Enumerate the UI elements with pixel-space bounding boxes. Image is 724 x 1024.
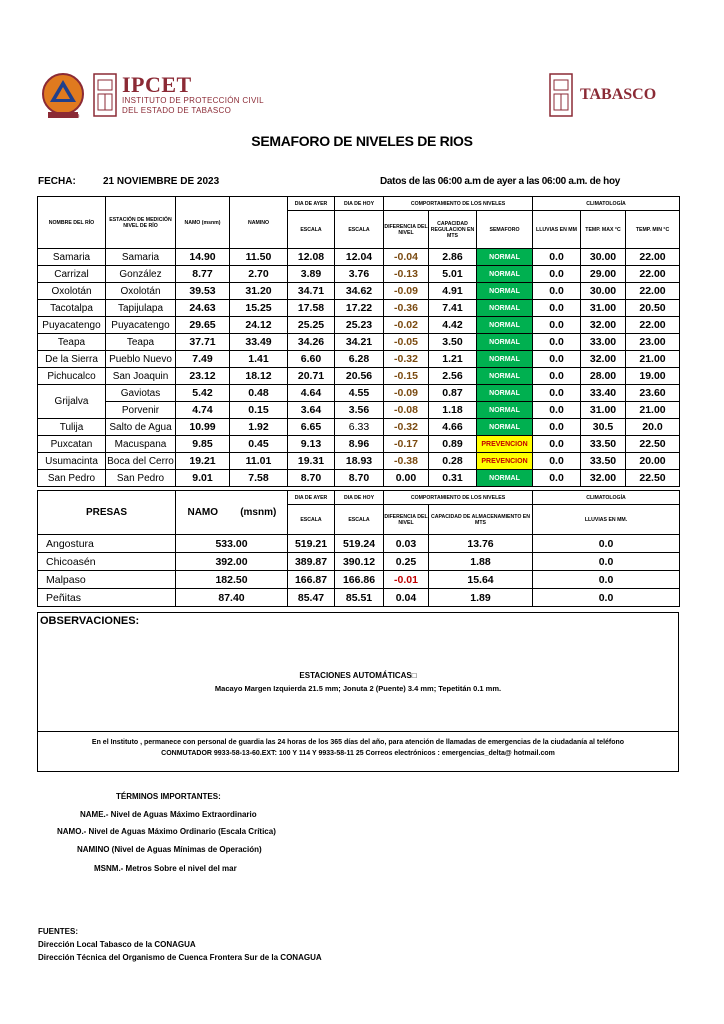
river-rows [38, 249, 680, 487]
escala-ayer-value: 4.64 [288, 385, 335, 402]
river-name: Teapa [38, 334, 106, 351]
lluvias-value: 0.0 [533, 317, 581, 334]
capacidad-value: 4.66 [429, 419, 477, 436]
escala-hoy-value: 3.76 [335, 266, 384, 283]
header-tmin: TEMP. MIN °C [626, 211, 680, 249]
semaforo-badge: NORMAL [477, 419, 533, 436]
namino-value: 0.45 [230, 436, 288, 453]
dam-rows [38, 535, 680, 607]
capacidad-value: 5.01 [429, 266, 477, 283]
namo-value: 5.42 [176, 385, 230, 402]
dam-escala-ayer-value: 519.21 [288, 535, 335, 553]
contact-box [37, 730, 679, 772]
header-dam-comportamiento: COMPORTAMIENTO DE LOS NIVELES [384, 491, 533, 505]
escala-hoy-value: 8.70 [335, 470, 384, 487]
dam-escala-hoy-value: 519.24 [335, 535, 384, 553]
namino-value: 24.12 [230, 317, 288, 334]
dam-name: Peñitas [38, 589, 176, 607]
lluvias-value: 0.0 [533, 249, 581, 266]
escala-hoy-value: 18.93 [335, 453, 384, 470]
tmax-value: 30.5 [581, 419, 626, 436]
header-presas: PRESAS [38, 491, 176, 535]
dams-table [37, 490, 680, 607]
dam-diferencia-value: 0.04 [384, 589, 429, 607]
escala-ayer-value: 20.71 [288, 368, 335, 385]
capacidad-value: 4.91 [429, 283, 477, 300]
lluvias-value: 0.0 [533, 351, 581, 368]
semaforo-badge: NORMAL [477, 317, 533, 334]
namino-value: 31.20 [230, 283, 288, 300]
diferencia-value: -0.08 [384, 402, 429, 419]
dam-lluvias-value: 0.0 [533, 535, 680, 553]
table-row [38, 589, 680, 607]
capacidad-value: 0.31 [429, 470, 477, 487]
dam-capacidad-value: 1.88 [429, 553, 533, 571]
diferencia-value: -0.38 [384, 453, 429, 470]
header-escala-ayer: ESCALA [288, 211, 335, 249]
lluvias-value: 0.0 [533, 266, 581, 283]
dam-capacidad-value: 13.76 [429, 535, 533, 553]
table-row [38, 553, 680, 571]
header-dam-dia-hoy: DIA DE HOY [335, 491, 384, 505]
dam-namo-value: 392.00 [176, 553, 288, 571]
header-dam-dia-ayer: DIA DE AYER [288, 491, 335, 505]
station-name: Salto de Agua [106, 419, 176, 436]
header-escala-hoy: ESCALA [335, 211, 384, 249]
river-name: De la Sierra [38, 351, 106, 368]
escala-hoy-value: 34.62 [335, 283, 384, 300]
diferencia-value: -0.02 [384, 317, 429, 334]
dam-lluvias-value: 0.0 [533, 553, 680, 571]
capacidad-value: 7.41 [429, 300, 477, 317]
diferencia-value: -0.36 [384, 300, 429, 317]
station-name: Gaviotas [106, 385, 176, 402]
lluvias-value: 0.0 [533, 368, 581, 385]
dam-escala-hoy-value: 166.86 [335, 571, 384, 589]
table-row [38, 571, 680, 589]
escala-ayer-value: 17.58 [288, 300, 335, 317]
escala-hoy-value: 25.23 [335, 317, 384, 334]
dam-name: Angostura [38, 535, 176, 553]
table-row [38, 266, 680, 283]
table-row [38, 535, 680, 553]
diferencia-value: -0.09 [384, 283, 429, 300]
protection-civil-shield-logo [38, 72, 88, 120]
tmax-value: 33.00 [581, 334, 626, 351]
semaforo-badge: NORMAL [477, 334, 533, 351]
header-dam-lluvias: LLUVIAS EN MM. [533, 505, 680, 535]
observaciones-box [37, 612, 679, 732]
dam-escala-hoy-value: 85.51 [335, 589, 384, 607]
river-name: Puxcatan [38, 436, 106, 453]
semaforo-badge: NORMAL [477, 300, 533, 317]
lluvias-value: 0.0 [533, 470, 581, 487]
tmax-value: 28.00 [581, 368, 626, 385]
dam-diferencia-value: 0.03 [384, 535, 429, 553]
fuente-2: Dirección Técnica del Organismo de Cuenca Frontera Sur de la CONAGUA [38, 953, 322, 962]
escala-hoy-value: 8.96 [335, 436, 384, 453]
tmax-value: 30.00 [581, 249, 626, 266]
capacidad-value: 0.87 [429, 385, 477, 402]
escala-ayer-value: 34.26 [288, 334, 335, 351]
table-row [38, 300, 680, 317]
capacidad-value: 0.89 [429, 436, 477, 453]
contact-line2: CONMUTADOR 9933-58-13-60.EXT: 100 Y 114 Y 9933-58-11 25 Correos electrónicos : emergencias_delta@ hotmail.com [161, 750, 555, 757]
table-row [38, 419, 680, 436]
escala-ayer-value: 9.13 [288, 436, 335, 453]
tmax-value: 32.00 [581, 470, 626, 487]
capacidad-value: 4.42 [429, 317, 477, 334]
river-name: Grijalva [38, 385, 106, 419]
observaciones-subtitle: ESTACIONES AUTOMÁTICAS□ [299, 671, 417, 680]
namo-value: 4.74 [176, 402, 230, 419]
semaforo-badge: NORMAL [477, 283, 533, 300]
namo-value: 7.49 [176, 351, 230, 368]
table-row [38, 385, 680, 402]
dam-lluvias-value: 0.0 [533, 589, 680, 607]
tmax-value: 33.40 [581, 385, 626, 402]
semaforo-badge: NORMAL [477, 368, 533, 385]
tmin-value: 22.00 [626, 283, 680, 300]
escala-hoy-value: 3.56 [335, 402, 384, 419]
escala-hoy-value: 6.28 [335, 351, 384, 368]
semaforo-badge: NORMAL [477, 351, 533, 368]
river-name: Usumacinta [38, 453, 106, 470]
river-name: Samaria [38, 249, 106, 266]
fecha-value: 21 NOVIEMBRE DE 2023 [103, 176, 220, 187]
namino-value: 0.48 [230, 385, 288, 402]
river-name: Tulija [38, 419, 106, 436]
dam-escala-ayer-value: 85.47 [288, 589, 335, 607]
tmax-value: 32.00 [581, 317, 626, 334]
namino-value: 0.15 [230, 402, 288, 419]
escala-ayer-value: 12.08 [288, 249, 335, 266]
escala-ayer-value: 3.89 [288, 266, 335, 283]
semaforo-badge: NORMAL [477, 385, 533, 402]
diferencia-value: -0.32 [384, 351, 429, 368]
state-crest-icon [548, 72, 574, 118]
namino-value: 11.50 [230, 249, 288, 266]
tmin-value: 20.00 [626, 453, 680, 470]
dam-namo-value: 87.40 [176, 589, 288, 607]
escala-ayer-value: 8.70 [288, 470, 335, 487]
header-dam-msnm: (msnm) [230, 491, 288, 535]
semaforo-badge: PREVENCION [477, 453, 533, 470]
tmax-value: 31.00 [581, 402, 626, 419]
river-name: Puyacatengo [38, 317, 106, 334]
tmax-value: 30.00 [581, 283, 626, 300]
fecha-label: FECHA: [38, 176, 76, 187]
capacidad-value: 0.28 [429, 453, 477, 470]
namino-value: 18.12 [230, 368, 288, 385]
tmin-value: 22.50 [626, 436, 680, 453]
state-name: TABASCO [580, 86, 657, 103]
namo-value: 29.65 [176, 317, 230, 334]
header-dam-escala-ayer: ESCALA [288, 505, 335, 535]
namo-value: 9.85 [176, 436, 230, 453]
lluvias-value: 0.0 [533, 334, 581, 351]
river-name: Pichucalco [38, 368, 106, 385]
namino-value: 1.41 [230, 351, 288, 368]
header-dam-escala-hoy: ESCALA [335, 505, 384, 535]
tabasco-crest-icon [92, 72, 118, 118]
rivers-table [37, 196, 680, 487]
namo-value: 9.01 [176, 470, 230, 487]
namino-value: 15.25 [230, 300, 288, 317]
lluvias-value: 0.0 [533, 300, 581, 317]
header-namo: NAMO (msnm) [176, 197, 230, 249]
dam-diferencia-value: 0.25 [384, 553, 429, 571]
namo-value: 14.90 [176, 249, 230, 266]
table-row [38, 283, 680, 300]
namo-value: 23.12 [176, 368, 230, 385]
escala-ayer-value: 3.64 [288, 402, 335, 419]
org-sub1: INSTITUTO DE PROTECCIÓN CIVIL [122, 96, 264, 105]
table-row [38, 453, 680, 470]
table-row [38, 368, 680, 385]
station-name: Oxolotán [106, 283, 176, 300]
tmax-value: 31.00 [581, 300, 626, 317]
river-name: Tacotalpa [38, 300, 106, 317]
header-dam-climatologia: CLIMATOLOGÍA [533, 491, 680, 505]
namino-value: 11.01 [230, 453, 288, 470]
escala-hoy-value: 17.22 [335, 300, 384, 317]
tmin-value: 23.60 [626, 385, 680, 402]
shield-caption: TABASCO [55, 114, 80, 120]
diferencia-value: 0.00 [384, 470, 429, 487]
semaforo-badge: PREVENCION [477, 436, 533, 453]
lluvias-value: 0.0 [533, 419, 581, 436]
namino-value: 1.92 [230, 419, 288, 436]
river-name: San Pedro [38, 470, 106, 487]
dam-name: Chicoasén [38, 553, 176, 571]
header-dam-namo: NAMO [176, 491, 230, 535]
escala-ayer-value: 6.60 [288, 351, 335, 368]
capacidad-value: 1.21 [429, 351, 477, 368]
dam-namo-value: 533.00 [176, 535, 288, 553]
dam-namo-value: 182.50 [176, 571, 288, 589]
table-row [38, 334, 680, 351]
header-capacidad: CAPACIDAD REGULACION EN MTS [429, 211, 477, 249]
header-dam-capacidad: CAPACIDAD DE ALMACENAMIENTO EN MTS [429, 505, 533, 535]
header-climatologia: CLIMATOLOGÍA [533, 197, 680, 211]
station-name: Porvenir [106, 402, 176, 419]
capacidad-value: 2.86 [429, 249, 477, 266]
tmin-value: 19.00 [626, 368, 680, 385]
tmax-value: 33.50 [581, 436, 626, 453]
tmin-value: 22.50 [626, 470, 680, 487]
dam-escala-hoy-value: 390.12 [335, 553, 384, 571]
tmin-value: 20.0 [626, 419, 680, 436]
diferencia-value: -0.09 [384, 385, 429, 402]
station-name: Macuspana [106, 436, 176, 453]
dam-diferencia-value: -0.01 [384, 571, 429, 589]
table-row [38, 470, 680, 487]
namino-value: 2.70 [230, 266, 288, 283]
capacidad-value: 2.56 [429, 368, 477, 385]
tmin-value: 21.00 [626, 351, 680, 368]
river-name: Carrizal [38, 266, 106, 283]
header-dia-ayer: DIA DE AYER [288, 197, 335, 211]
lluvias-value: 0.0 [533, 453, 581, 470]
table-row [38, 436, 680, 453]
datos-range: Datos de las 06:00 a.m de ayer a las 06:00 a.m. de hoy [380, 176, 621, 187]
namo-value: 19.21 [176, 453, 230, 470]
org-name: IPCET [122, 72, 192, 97]
namo-value: 24.63 [176, 300, 230, 317]
observaciones-title: OBSERVACIONES: [40, 615, 140, 627]
termino-name: NAME.- Nivel de Aguas Máximo Extraordinario [80, 810, 257, 819]
tmax-value: 33.50 [581, 453, 626, 470]
semaforo-badge: NORMAL [477, 249, 533, 266]
river-name: Oxolotán [38, 283, 106, 300]
termino-namino: NAMINO (Nivel de Aguas Mínimas de Operación) [77, 845, 262, 854]
lluvias-value: 0.0 [533, 436, 581, 453]
header-lluvias: LLUVIAS EN MM [533, 211, 581, 249]
org-sub2: DEL ESTADO DE TABASCO [122, 106, 232, 115]
namo-value: 8.77 [176, 266, 230, 283]
station-name: González [106, 266, 176, 283]
header-dia-hoy: DIA DE HOY [335, 197, 384, 211]
station-name: San Pedro [106, 470, 176, 487]
semaforo-badge: NORMAL [477, 470, 533, 487]
lluvias-value: 0.0 [533, 385, 581, 402]
capacidad-value: 1.18 [429, 402, 477, 419]
escala-ayer-value: 34.71 [288, 283, 335, 300]
contact-line1: En el Instituto , permanece con personal de guardia las 24 horas de los 365 días del año, para atención de llamadas de emergencias de la ciudadanía al teléfono [91, 739, 625, 746]
tmin-value: 22.00 [626, 317, 680, 334]
header-diferencia: DIFERENCIA DEL NIVEL [384, 211, 429, 249]
header-rio: NOMBRE DEL RÍO [38, 197, 106, 249]
fuente-1: Dirección Local Tabasco de la CONAGUA [38, 940, 196, 949]
diferencia-value: -0.17 [384, 436, 429, 453]
station-name: Puyacatengo [106, 317, 176, 334]
semaforo-badge: NORMAL [477, 402, 533, 419]
tmin-value: 23.00 [626, 334, 680, 351]
dam-capacidad-value: 1.89 [429, 589, 533, 607]
page-title: SEMAFORO DE NIVELES DE RIOS [251, 133, 473, 149]
escala-hoy-value: 34.21 [335, 334, 384, 351]
observaciones-text: Macayo Margen Izquierda 21.5 mm; Jonuta 2 (Puente) 3.4 mm; Tepetitán 0.1 mm. [214, 684, 502, 693]
tmin-value: 21.00 [626, 402, 680, 419]
lluvias-value: 0.0 [533, 283, 581, 300]
escala-ayer-value: 6.65 [288, 419, 335, 436]
dam-capacidad-value: 15.64 [429, 571, 533, 589]
table-row [38, 317, 680, 334]
tmax-value: 32.00 [581, 351, 626, 368]
diferencia-value: -0.05 [384, 334, 429, 351]
station-name: Samaria [106, 249, 176, 266]
escala-ayer-value: 25.25 [288, 317, 335, 334]
header-estacion: ESTACIÓN DE MEDICIÓN NIVEL DE RÍO [106, 197, 176, 249]
namino-value: 33.49 [230, 334, 288, 351]
station-name: Pueblo Nuevo [106, 351, 176, 368]
namo-value: 39.53 [176, 283, 230, 300]
diferencia-value: -0.32 [384, 419, 429, 436]
tmin-value: 20.50 [626, 300, 680, 317]
diferencia-value: -0.15 [384, 368, 429, 385]
escala-hoy-value: 20.56 [335, 368, 384, 385]
table-row [38, 351, 680, 368]
namo-value: 37.71 [176, 334, 230, 351]
lluvias-value: 0.0 [533, 402, 581, 419]
dam-escala-ayer-value: 389.87 [288, 553, 335, 571]
station-name: Teapa [106, 334, 176, 351]
header-dam-diferencia: DIFERENCIA DEL NIVEL [384, 505, 429, 535]
escala-hoy-value: 6.33 [335, 419, 384, 436]
termino-msnm: MSNM.- Metros Sobre el nivel del mar [94, 864, 237, 873]
header-comportamiento: COMPORTAMIENTO DE LOS NIVELES [384, 197, 533, 211]
header-semaforo: SEMAFORO [477, 211, 533, 249]
semaforo-badge: NORMAL [477, 266, 533, 283]
diferencia-value: -0.13 [384, 266, 429, 283]
escala-ayer-value: 19.31 [288, 453, 335, 470]
capacidad-value: 3.50 [429, 334, 477, 351]
terminos-title: TÉRMINOS IMPORTANTES: [116, 792, 221, 801]
table-row [38, 249, 680, 266]
header-logos [0, 60, 724, 130]
termino-namo: NAMO.- Nivel de Aguas Máximo Ordinario (Escala Crítica) [57, 827, 276, 836]
escala-hoy-value: 4.55 [335, 385, 384, 402]
dam-escala-ayer-value: 166.87 [288, 571, 335, 589]
station-name: Tapijulapa [106, 300, 176, 317]
header-namino: NAMINO [230, 197, 288, 249]
station-name: Boca del Cerro [106, 453, 176, 470]
escala-hoy-value: 12.04 [335, 249, 384, 266]
namino-value: 7.58 [230, 470, 288, 487]
tmax-value: 29.00 [581, 266, 626, 283]
station-name: San Joaquin [106, 368, 176, 385]
diferencia-value: -0.04 [384, 249, 429, 266]
namo-value: 10.99 [176, 419, 230, 436]
fuentes-title: FUENTES: [38, 927, 78, 936]
dam-name: Malpaso [38, 571, 176, 589]
header-tmax: TEMP. MAX °C [581, 211, 626, 249]
tmin-value: 22.00 [626, 266, 680, 283]
tmin-value: 22.00 [626, 249, 680, 266]
dam-lluvias-value: 0.0 [533, 571, 680, 589]
table-row [38, 402, 680, 419]
